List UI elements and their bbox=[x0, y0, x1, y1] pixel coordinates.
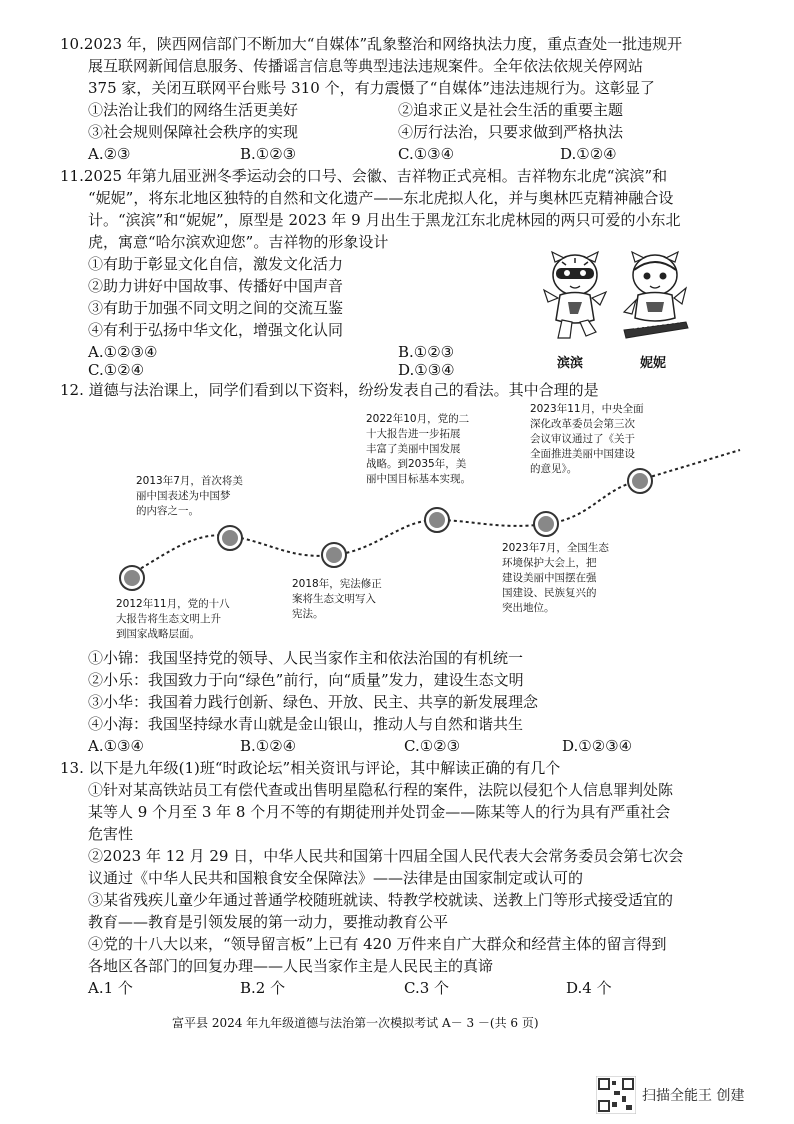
q13-item-1-line-3: 危害性 bbox=[88, 825, 134, 843]
q11-item-1: ①有助于彰显文化自信，激发文化活力 bbox=[88, 255, 344, 273]
page-footer: 富平县 2024 年九年级道德与法治第一次模拟考试 A－ 3 －(共 6 页) bbox=[172, 1016, 539, 1030]
timeline-text-2023-nov: 2023年11月，中央全面 深化改革委员会第三次 会议审议通过了《关于 全面推进美丽中国建设 的意见》。 bbox=[530, 403, 644, 475]
timeline-text-2013: 2013年7月，首次将美 丽中国表述为中国梦 的内容之一。 bbox=[136, 475, 243, 517]
q11-option-c: C.①②④ bbox=[88, 361, 145, 379]
q13-item-4-line-2: 各地区各部门的回复办理——人民当家作主是人民民主的真谛 bbox=[88, 957, 494, 975]
q12-option-b: B.①②④ bbox=[240, 737, 297, 755]
q12-option-c: C.①②③ bbox=[404, 737, 461, 755]
q10-stem-line-3: 375 家，关闭互联网平台账号 310 个，有力震慑了“自媒体”违法违规行为。这彰显了 bbox=[88, 79, 655, 97]
q12-item-3: ③小华：我国着力践行创新、绿色、开放、民主、共享的新发展理念 bbox=[88, 693, 539, 711]
q10-item-1: ①法治让我们的网络生活更美好 bbox=[88, 101, 299, 119]
q11-item-3: ③有助于加强不同文明之间的交流互鉴 bbox=[88, 299, 344, 317]
scanner-watermark: 扫描全能王 创建 bbox=[642, 1088, 745, 1104]
q11-option-d: D.①③④ bbox=[398, 361, 455, 379]
q12-option-a: A.①③④ bbox=[88, 737, 144, 755]
q10-option-d: D.①②④ bbox=[560, 145, 617, 163]
q11-option-a: A.①②③④ bbox=[88, 343, 158, 361]
q12-stem: 12. 道德与法治课上，同学们看到以下资料，纷纷发表自己的看法。其中合理的是 bbox=[60, 381, 599, 399]
mascot-binbin-caption: 滨滨 bbox=[557, 356, 584, 371]
q13-option-b: B.2 个 bbox=[240, 979, 286, 997]
q10-item-4: ④厉行法治，只要求做到严格执法 bbox=[398, 123, 624, 141]
q11-item-4: ④有利于弘扬中华文化，增强文化认同 bbox=[88, 321, 344, 339]
timeline-text-2012: 2012年11月，党的十八 大报告将生态文明上升 到国家战略层面。 bbox=[116, 598, 230, 640]
timeline-text-2023-jul: 2023年7月，全国生态 环境保护大会上，把 建设美丽中国摆在强 国建设、民族复兴的 突出地位。 bbox=[502, 542, 609, 614]
q12-option-d: D.①②③④ bbox=[562, 737, 633, 755]
q12-item-4: ④小海：我国坚持绿水青山就是金山银山，推动人与自然和谐共生 bbox=[88, 715, 524, 733]
q13-item-2-line-2: 议通过《中华人民共和国粮食安全保障法》——法律是由国家制定或认可的 bbox=[88, 869, 584, 887]
q12-item-1: ①小锦：我国坚持党的领导、人民当家作主和依法治国的有机统一 bbox=[88, 649, 524, 667]
q13-item-1-line-1: ①针对某高铁站员工有偿代查或出售明星隐私行程的案件，法院以侵犯个人信息罪判处陈 bbox=[88, 781, 674, 799]
q13-item-1-line-2: 某等人 9 个月至 3 年 8 个月不等的有期徒刑并处罚金——陈某等人的行为具有严重社会 bbox=[88, 803, 671, 821]
timeline-node-2018 bbox=[322, 543, 346, 567]
q11-stem-line-4: 虎，寓意“哈尔滨欢迎您”。吉祥物的形象设计 bbox=[88, 233, 389, 251]
q11-option-b: B.①②③ bbox=[398, 343, 455, 361]
timeline-text-2018: 2018年，宪法修正 案将生态文明写入 宪法。 bbox=[292, 578, 382, 620]
q13-item-2-line-1: ②2023 年 12 月 29 日，中华人民共和国第十四届全国人民代表大会常务委员会第七次会 bbox=[88, 847, 684, 865]
q11-stem-line-3: 计。“滨滨”和“妮妮”，原型是 2023 年 9 月出生于黑龙江东北虎林园的两只可爱的小东北 bbox=[88, 211, 681, 229]
timeline-node-2022 bbox=[425, 508, 449, 532]
q13-stem: 13. 以下是九年级(1)班“时政论坛”相关资讯与评论，其中解读正确的有几个 bbox=[60, 759, 561, 777]
q12-item-2: ②小乐：我国致力于向“绿色”前行，向“质量”发力，建设生态文明 bbox=[88, 671, 524, 689]
q11-item-2: ②助力讲好中国故事、传播好中国声音 bbox=[88, 277, 344, 295]
q10-option-c: C.①③④ bbox=[398, 145, 455, 163]
q10-option-b: B.①②③ bbox=[240, 145, 297, 163]
qr-code-icon bbox=[596, 1076, 636, 1114]
q13-option-a: A.1 个 bbox=[88, 979, 133, 997]
q10-item-3: ③社会规则保障社会秩序的实现 bbox=[88, 123, 299, 141]
q11-stem-line-1: 11.2025 年第九届亚洲冬季运动会的口号、会徽、吉祥物正式亮相。吉祥物东北虎“滨滨”和 bbox=[60, 167, 668, 185]
q13-item-4-line-1: ④党的十八大以来，“领导留言板”上已有 420 万件来自广大群众和经营主体的留言得到 bbox=[88, 935, 667, 953]
timeline-node-2012 bbox=[120, 566, 144, 590]
q13-option-c: C.3 个 bbox=[404, 979, 450, 997]
q10-stem-line-2: 展互联网新闻信息服务、传播谣言信息等典型违法违规案件。全年依法依规关停网站 bbox=[88, 57, 644, 75]
q10-option-a: A.②③ bbox=[88, 145, 131, 163]
q10-item-2: ②追求正义是社会生活的重要主题 bbox=[398, 101, 624, 119]
timeline-node-2013 bbox=[218, 526, 242, 550]
q10-stem-line-1: 10.2023 年，陕西网信部门不断加大“自媒体”乱象整治和网络执法力度，重点查处一批违规开 bbox=[60, 35, 683, 53]
timeline-text-2022: 2022年10月，党的二 十大报告进一步拓展 丰富了美丽中国发展 战略。到2035年，美 丽中国目标基本实现。 bbox=[366, 413, 471, 485]
q13-item-3-line-1: ③某省残疾儿童少年通过普通学校随班就读、特教学校就读、送教上门等形式接受适宜的 bbox=[88, 891, 674, 909]
q13-option-d: D.4 个 bbox=[566, 979, 612, 997]
mascot-nini-caption: 妮妮 bbox=[640, 356, 667, 371]
timeline-node-2023-jul bbox=[534, 512, 558, 536]
q11-stem-line-2: “妮妮”，将东北地区独特的自然和文化遗产——东北虎拟人化，并与奥林匹克精神融合设 bbox=[88, 189, 674, 207]
q13-item-3-line-2: 教育——教育是引领发展的第一动力，要推动教育公平 bbox=[88, 913, 449, 931]
